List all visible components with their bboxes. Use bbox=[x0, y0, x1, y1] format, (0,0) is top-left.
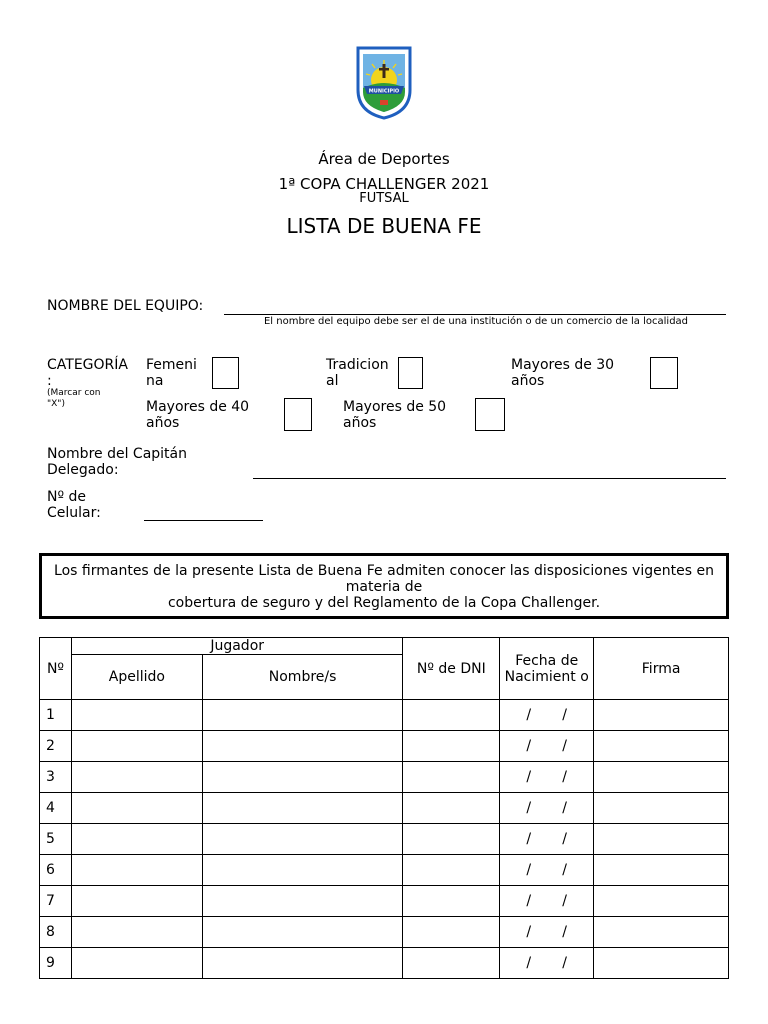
captain-label: Nombre del Capitán Delegado: bbox=[47, 446, 187, 478]
row-number: 5 bbox=[40, 824, 72, 855]
team-name-field[interactable] bbox=[224, 314, 726, 315]
row-number: 2 bbox=[40, 731, 72, 762]
phone-label: Nº de Celular: bbox=[47, 489, 101, 521]
phone-field[interactable] bbox=[144, 520, 263, 521]
page-title: LISTA DE BUENA FE bbox=[286, 214, 482, 238]
team-name-note: El nombre del equipo debe ser el de una institución o de un comercio de la localidad bbox=[263, 316, 689, 327]
category-label-colon: : bbox=[47, 373, 52, 389]
checkbox-tradicional[interactable] bbox=[398, 357, 423, 389]
birth-date-cell[interactable]: / / bbox=[500, 793, 594, 824]
table-row bbox=[40, 700, 729, 731]
captain-name-field[interactable] bbox=[253, 478, 726, 479]
checkbox-mayores-40[interactable] bbox=[284, 398, 312, 431]
surname-cell[interactable] bbox=[71, 793, 202, 824]
surname-cell[interactable] bbox=[71, 948, 202, 979]
surname-cell[interactable] bbox=[71, 762, 202, 793]
birth-date-cell[interactable]: / / bbox=[500, 855, 594, 886]
category-option-mayores-50: Mayores de 50 años bbox=[343, 399, 447, 431]
signature-cell[interactable] bbox=[594, 700, 729, 731]
birth-date-cell[interactable]: / / bbox=[500, 948, 594, 979]
signature-cell[interactable] bbox=[594, 855, 729, 886]
names-cell[interactable] bbox=[202, 793, 403, 824]
col-header-dni: Nº de DNI bbox=[403, 638, 500, 700]
dni-cell[interactable] bbox=[403, 855, 500, 886]
table-row bbox=[40, 917, 729, 948]
svg-text:MUNICIPIO: MUNICIPIO bbox=[368, 88, 400, 95]
row-number: 8 bbox=[40, 917, 72, 948]
surname-cell[interactable] bbox=[71, 855, 202, 886]
birth-date-cell[interactable]: / / bbox=[500, 917, 594, 948]
names-cell[interactable] bbox=[202, 886, 403, 917]
signature-cell[interactable] bbox=[594, 948, 729, 979]
table-row bbox=[40, 855, 729, 886]
cup-heading: 1ª COPA CHALLENGER 2021 bbox=[278, 175, 490, 193]
notice-line-2: cobertura de seguro y del Reglamento de la Copa Challenger. bbox=[167, 595, 601, 611]
col-header-birth-date: Fecha de Nacimient o bbox=[500, 638, 594, 700]
col-header-names: Nombre/s bbox=[202, 655, 403, 700]
surname-cell[interactable] bbox=[71, 824, 202, 855]
row-number: 7 bbox=[40, 886, 72, 917]
sport-heading: FUTSAL bbox=[359, 191, 409, 206]
team-name-label: NOMBRE DEL EQUIPO: bbox=[47, 298, 204, 314]
names-cell[interactable] bbox=[202, 731, 403, 762]
dni-cell[interactable] bbox=[403, 886, 500, 917]
row-number: 9 bbox=[40, 948, 72, 979]
signature-cell[interactable] bbox=[594, 731, 729, 762]
col-header-number: Nº bbox=[40, 638, 72, 700]
names-cell[interactable] bbox=[202, 855, 403, 886]
col-header-surname: Apellido bbox=[71, 655, 202, 700]
category-option-mayores-30: Mayores de 30 años bbox=[511, 357, 615, 389]
signature-cell[interactable] bbox=[594, 917, 729, 948]
birth-date-cell[interactable]: / / bbox=[500, 762, 594, 793]
surname-cell[interactable] bbox=[71, 731, 202, 762]
table-row bbox=[40, 762, 729, 793]
category-option-femenina: Femeni na bbox=[146, 357, 197, 389]
dni-cell[interactable] bbox=[403, 793, 500, 824]
table-row bbox=[40, 824, 729, 855]
notice-line-1: Los firmantes de la presente Lista de Buena Fe admiten conocer las disposiciones vigentes en materia de bbox=[54, 563, 714, 595]
category-option-mayores-40: Mayores de 40 años bbox=[146, 399, 250, 431]
birth-date-cell[interactable]: / / bbox=[500, 824, 594, 855]
birth-date-cell[interactable]: / / bbox=[500, 700, 594, 731]
signature-cell[interactable] bbox=[594, 793, 729, 824]
birth-date-cell[interactable]: / / bbox=[500, 731, 594, 762]
dni-cell[interactable] bbox=[403, 762, 500, 793]
checkbox-femenina[interactable] bbox=[212, 357, 239, 389]
names-cell[interactable] bbox=[202, 700, 403, 731]
area-heading: Área de Deportes bbox=[318, 150, 450, 168]
category-hint: (Marcar con "X") bbox=[47, 388, 101, 409]
player-roster-table bbox=[39, 637, 729, 979]
checkbox-mayores-50[interactable] bbox=[475, 398, 505, 431]
signature-cell[interactable] bbox=[594, 886, 729, 917]
dni-cell[interactable] bbox=[403, 948, 500, 979]
surname-cell[interactable] bbox=[71, 886, 202, 917]
surname-cell[interactable] bbox=[71, 917, 202, 948]
table-row bbox=[40, 731, 729, 762]
table-row bbox=[40, 793, 729, 824]
names-cell[interactable] bbox=[202, 762, 403, 793]
names-cell[interactable] bbox=[202, 824, 403, 855]
row-number: 4 bbox=[40, 793, 72, 824]
row-number: 3 bbox=[40, 762, 72, 793]
checkbox-mayores-30[interactable] bbox=[650, 357, 678, 389]
birth-date-cell[interactable]: / / bbox=[500, 886, 594, 917]
dni-cell[interactable] bbox=[403, 700, 500, 731]
dni-cell[interactable] bbox=[403, 731, 500, 762]
col-header-player-group: Jugador bbox=[71, 638, 402, 655]
dni-cell[interactable] bbox=[403, 824, 500, 855]
dni-cell[interactable] bbox=[403, 917, 500, 948]
signature-cell[interactable] bbox=[594, 824, 729, 855]
disclaimer-notice bbox=[39, 553, 729, 619]
table-row bbox=[40, 948, 729, 979]
category-option-tradicional: Tradicion al bbox=[326, 357, 389, 389]
names-cell[interactable] bbox=[202, 948, 403, 979]
col-header-signature: Firma bbox=[594, 638, 729, 700]
municipal-seal-logo bbox=[354, 42, 414, 120]
surname-cell[interactable] bbox=[71, 700, 202, 731]
category-label: CATEGORÍA bbox=[47, 357, 128, 373]
row-number: 6 bbox=[40, 855, 72, 886]
row-number: 1 bbox=[40, 700, 72, 731]
signature-cell[interactable] bbox=[594, 762, 729, 793]
names-cell[interactable] bbox=[202, 917, 403, 948]
table-row bbox=[40, 886, 729, 917]
